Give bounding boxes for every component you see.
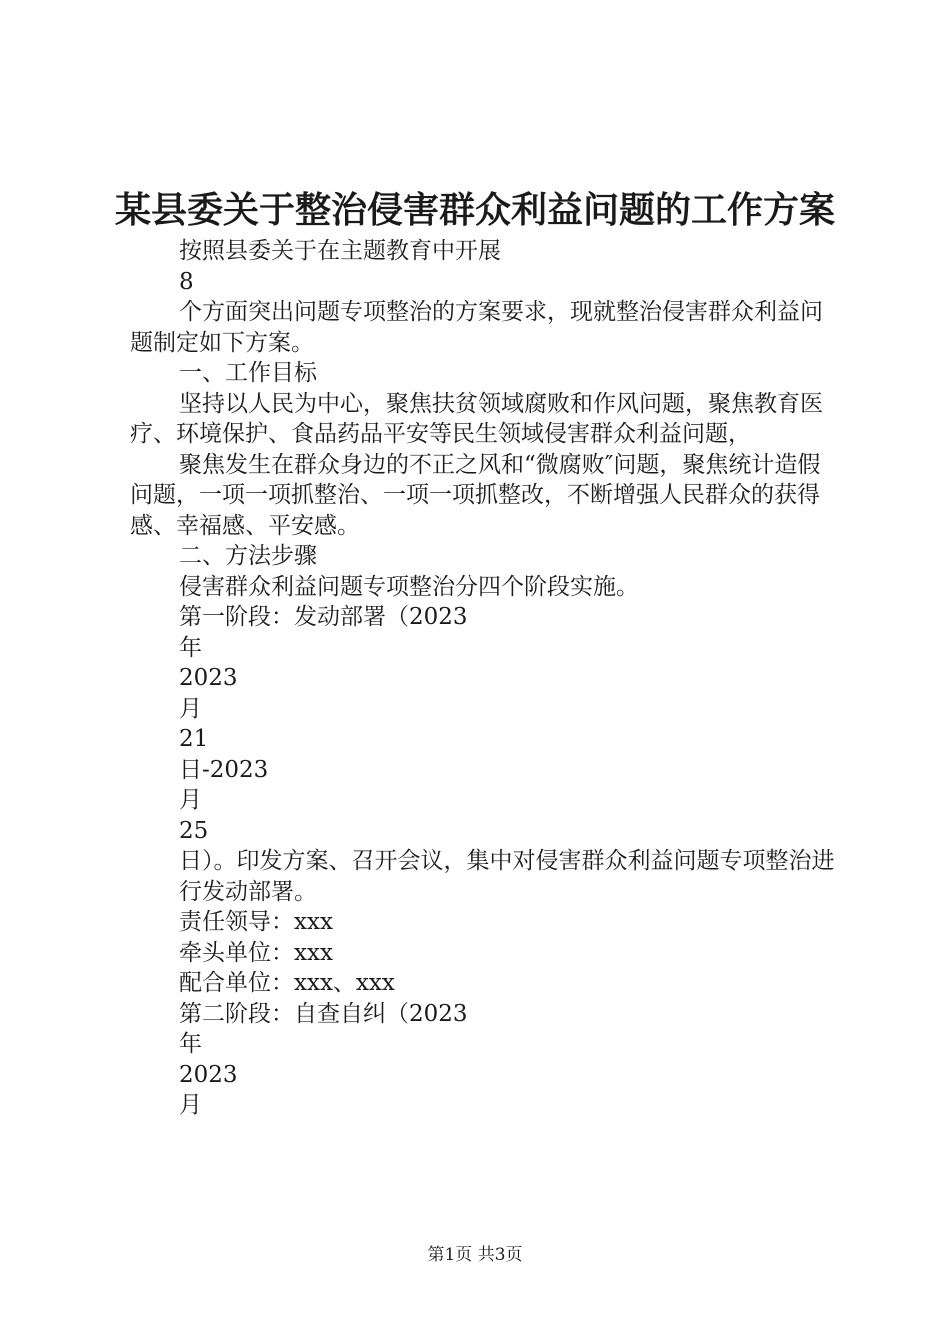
paragraph-line: 21 — [179, 726, 209, 752]
paragraph-line: 月 — [179, 1092, 202, 1118]
paragraph-line: 8 — [179, 268, 194, 295]
responsible-leader: 责任领导：xxx — [179, 909, 333, 935]
paragraph-line: 侵害群众利益问题专项整治分四个阶段实施。 — [179, 573, 639, 600]
paragraph-line: 按照县委关于在主题教育中开展 — [179, 238, 501, 264]
paragraph-line: 行发动部署。 — [179, 878, 317, 905]
stage-heading: 第一阶段：发动部署（2023 — [179, 604, 468, 630]
paragraph-line: 月 — [179, 787, 202, 813]
paragraph: 日）。印发方案、召开会议，集中对侵害群众利益问题专项整治进 — [179, 848, 835, 874]
paragraph-line: 月 — [179, 695, 202, 722]
paragraph: 聚焦发生在群众身边的不正之风和“微腐败″问题，聚焦统计造假问题，一项一项抓整治、一项一项抓整改，不断增强人民群众的获得感、幸福感、平安感。 — [130, 451, 821, 539]
paragraph: 个方面突出问题专项整治的方案要求，现就整治侵害群众利益问题制定如下方案。 — [130, 299, 823, 356]
paragraph-line: 2023 — [179, 1061, 238, 1088]
cooperating-units: 配合单位：xxx、xxx — [179, 970, 395, 996]
paragraph-line: 年 — [179, 1031, 202, 1057]
paragraph-line: 年 — [179, 634, 202, 661]
paragraph-line: 25 — [179, 817, 209, 844]
document-body — [130, 236, 835, 1121]
paragraph-line: 日-2023 — [179, 756, 269, 783]
stage-heading: 第二阶段：自查自纠（2023 — [179, 1000, 468, 1027]
lead-unit: 牵头单位：xxx — [179, 939, 333, 966]
section-heading: 二、方法步骤 — [179, 543, 317, 569]
section-heading: 一、工作目标 — [179, 360, 317, 386]
paragraph-line: 2023 — [179, 665, 238, 691]
paragraph: 坚持以人民为中心，聚焦扶贫领域腐败和作风问题，聚焦教育医疗、环境保护、食品药品平安等民生领域侵害群众利益问题， — [130, 390, 823, 447]
document-title: 某县委关于整治侵害群众利益问题的工作方案 — [114, 189, 835, 231]
page-footer: 第1页 共3页 — [427, 1245, 523, 1265]
